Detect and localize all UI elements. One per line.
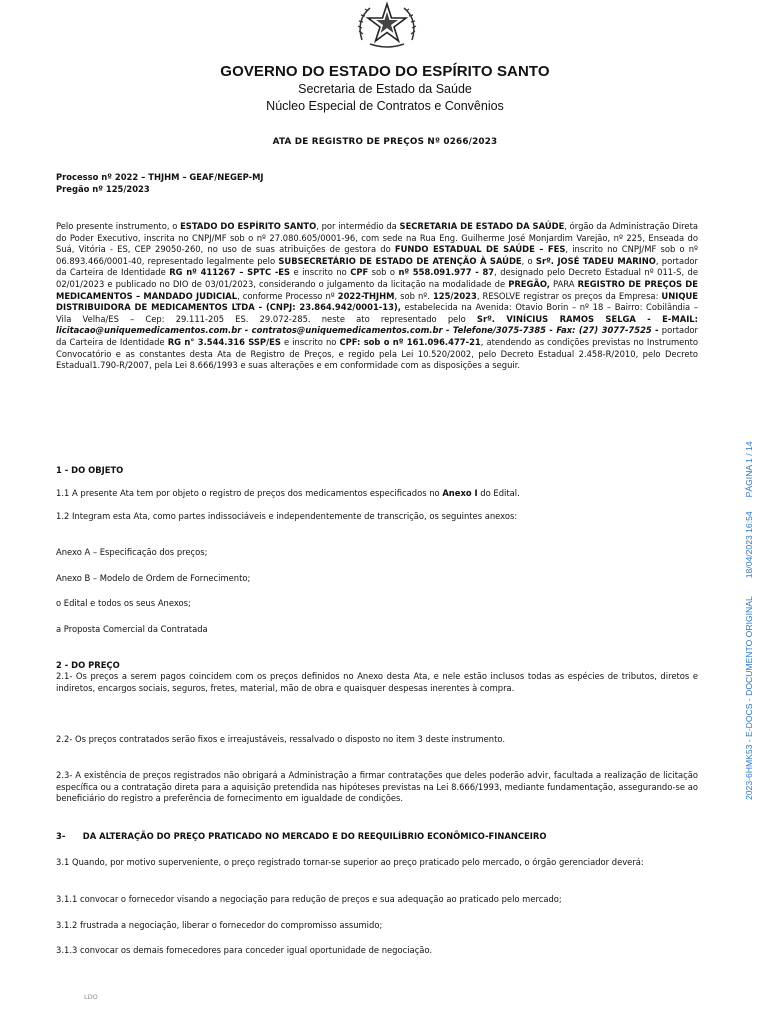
stamp-datetime: 18/04/2023 16:54: [744, 511, 754, 579]
section-3-heading: 3- DA ALTERAÇÃO DO PREÇO PRATICADO NO MERCADO E DO REEQUILÍBRIO ECONÔMICO-FINANCEIRO: [56, 831, 547, 841]
secretariat-name: Secretaria de Estado da Saúde: [298, 82, 472, 96]
preamble-paragraph: [56, 221, 698, 372]
item-3-1-1: 3.1.1 convocar o fornecedor visando a negociação para redução de preços e sua adequação ao praticado pelo mercado;: [56, 894, 562, 904]
bold-text: CPF: sob o nº 161.096.477-21: [339, 336, 481, 347]
item-1-2: 1.2 Integram esta Ata, como partes indissociáveis e independentemente de transcrição, os seguintes anexos:: [56, 511, 518, 521]
text: , por intermédio da: [316, 221, 400, 231]
bold-text: 2022-THJHM: [337, 290, 395, 301]
bold-text: UNIQUE DISTRIBUIDORA DE MEDICAMENTOS LTDA - (CNPJ: 23.864.942/0001-13),: [56, 290, 698, 313]
text: , designado pelo Decreto Estadual nº 011-S, de 02/01/2023 e publicado no DIO de 03/01/2023, considerando o julgamento da licitação na modalidade de: [56, 267, 699, 289]
text: e inscrito no: [280, 336, 340, 347]
text: , sob nº.: [394, 290, 433, 301]
bold-text: Srº. JOSÉ TADEU MARINO: [535, 255, 656, 266]
item-3-1-3: 3.1.3 convocar os demais fornecedores para conceder igual oportunidade de negociação.: [56, 945, 433, 955]
text: Pelo presente instrumento, o: [56, 221, 181, 231]
section-2-heading: 2 - DO PREÇO: [56, 660, 120, 670]
item-3-1: 3.1 Quando, por motivo superveniente, o preço registrado tornar-se superior ao preço praticado pelo mercado, o órgão gerenciador deverá:: [56, 857, 644, 867]
footer-mark: LDO: [84, 993, 98, 1001]
bold-text: RG nº 411267 – SPTC -ES: [169, 267, 291, 278]
bold-text: PREGÃO,: [508, 278, 550, 289]
item-2-1: 2.1- Os preços a serem pagos coincidem com os preços definidos no Anexo desta Ata, e nele estão inclusos todas as espécies de tributos, diretos e indiretos, encargos sociais, seguros, fretes, material, mão de obra e quaisquer despesas inerentes à compra.: [56, 671, 698, 693]
bold-text: RG n° 3.544.316 SSP/ES: [167, 336, 281, 347]
text: portador da Carteira de Identidade: [56, 325, 698, 347]
stamp-page: PÁGINA 1 / 14: [744, 441, 754, 498]
item-2-3: 2.3- A existência de preços registrados não obrigará a Administração a firmar contratações que deles poderão advir, facultada a realização de licitação específica ou a contratação direta para a aquisição pretendida nas hipóteses previstas na Lei 8.666/1993, mediante fundamentação, assegurando-se ao beneficiário do registro a preferência de fornecimento em igualdade de condições.: [56, 770, 698, 804]
annex-list-item: Anexo A – Especificação dos preços;: [56, 547, 208, 557]
bold-text: SUBSECRETÁRIO DE ESTADO DE ATENÇÃO À SAÚDE: [278, 255, 522, 266]
text: 1.1 A presente Ata tem por objeto o registro de preços dos medicamentos especificados no: [56, 488, 443, 498]
text: estabelecida na Avenida: Otavio Borin – nº 18 – Bairro: Cobilândia – Vila Velha/ES – Cep: 29.111-205 ES. 29.072-285. neste ato representado pelo: [56, 302, 698, 324]
bold-text: Anexo I: [442, 488, 478, 498]
item-1-1: [56, 488, 698, 500]
bold-text: 125/2023: [432, 290, 477, 301]
text: , portador da Carteira de Identidade: [56, 255, 698, 278]
bold-italic-contact-text: licitacao@uniquemedicamentos.com.br - contratos@uniquemedicamentos.com.br - Telefone/3075-7385 - Fax: (27) 3077-7525 -: [56, 325, 659, 336]
annex-list-item: Anexo B – Modelo de Ordem de Fornecimento;: [56, 573, 251, 583]
text: , órgão da Administração Direta do Poder Executivo, inscrita no CNPJ/MF sob o nº 27.080.605/0001-96, com sede na Rua Eng. Guilherme José Monjardim Varejão, nº 225, Enseada do Suá, Vitória - ES, CEP 29050-260, no uso de suas atribuições de gestora do: [56, 221, 698, 255]
process-info: [56, 172, 698, 195]
stamp-code: 2023-6HMK53 - E-DOCS - DOCUMENTO ORIGINAL: [744, 596, 754, 800]
bold-text: REGISTRO DE PREÇOS DE MEDICAMENTOS – MANDADO JUDICIAL: [56, 278, 698, 301]
processo-number: Processo nº 2022 – THJHM – GEAF/NEGEP-MJ: [56, 172, 264, 182]
bold-text: SECRETARIA DE ESTADO DA SAÚDE: [399, 221, 565, 231]
bold-text: CPF: [350, 267, 369, 278]
government-title: GOVERNO DO ESTADO DO ESPÍRITO SANTO: [220, 63, 550, 80]
text: do Edital.: [477, 488, 520, 498]
bold-text: ESTADO DO ESPÍRITO SANTO: [180, 221, 317, 231]
document-title: ATA DE REGISTRO DE PREÇOS Nº 0266/2023: [272, 137, 498, 147]
text: e inscrito no: [290, 267, 351, 278]
text: sob o: [368, 267, 399, 278]
text: , atendendo as condições previstas no Instrumento Convocatório e as constantes desta Ata de Registro de Preços, e regido pela Lei 10.520/2002, pelo Decreto Estadual 2.458-R/2010, pelo Decreto Estadual1.790-R/2007, pela Lei 8.666/1993 e suas alterações e em conformidade com as disposições a seguir.: [56, 336, 699, 371]
annex-list-item: o Edital e todos os seus Anexos;: [56, 598, 191, 608]
bold-text: FUNDO ESTADUAL DE SAÚDE – FES: [394, 244, 566, 255]
pregao-number: Pregão nº 125/2023: [56, 183, 150, 194]
text: , o: [521, 255, 536, 266]
bold-text: Srº. VINÍCIUS RAMOS SELGA - E-MAIL:: [476, 313, 698, 324]
section-1-heading: 1 - DO OBJETO: [56, 465, 124, 475]
department-name: Núcleo Especial de Contratos e Convênios: [266, 99, 504, 113]
item-3-1-2: 3.1.2 frustrada a negociação, liberar o fornecedor do compromisso assumido;: [56, 920, 383, 930]
text: , inscrito no CNPJ/MF sob o nº 06.893.466/0001-40, representado legalmente pelo: [56, 244, 698, 266]
text: , RESOLVE registrar os preços da Empresa:: [476, 290, 662, 301]
e-docs-side-stamp: [744, 300, 758, 800]
item-2-2: 2.2- Os preços contratados serão fixos e irreajustáveis, ressalvado o disposto no item 3 deste instrumento.: [56, 734, 506, 744]
text: PARA: [549, 278, 578, 289]
text: , conforme Processo nº: [237, 290, 338, 301]
bold-text: nº 558.091.977 - 87: [398, 267, 495, 278]
annex-list-item: a Proposta Comercial da Contratada: [56, 624, 208, 634]
coat-of-arms-seal-icon: [356, 0, 418, 52]
